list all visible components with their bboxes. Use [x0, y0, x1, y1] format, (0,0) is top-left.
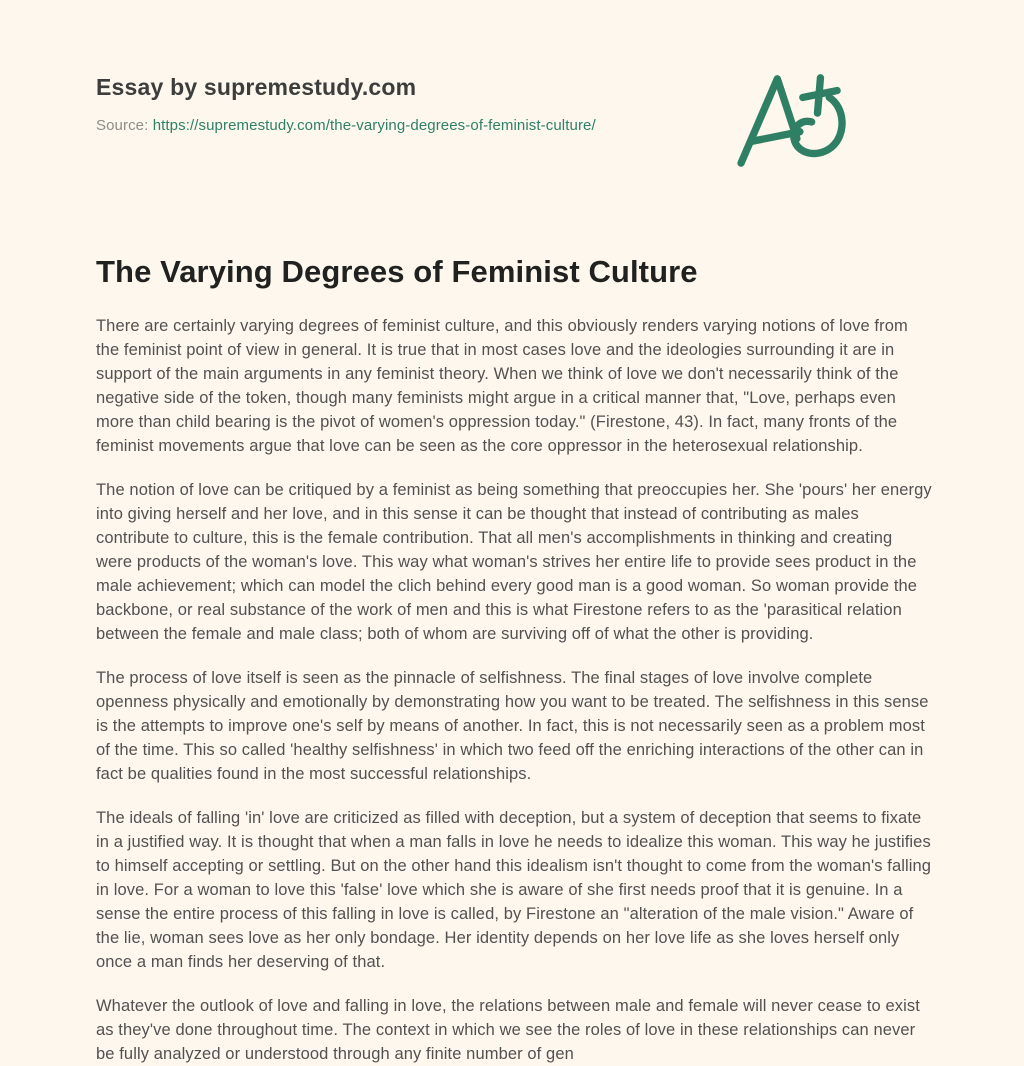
essay-paragraph-5: Whatever the outlook of love and falling in love, the relations between male and female will never cease to exist as they've done throughout time. The context in which we see the roles of love in these relationships can never be fully analyzed or understood through any finite number of gen	[96, 997, 920, 1063]
byline: Essay by supremestudy.com	[96, 74, 417, 100]
page-header	[96, 74, 938, 134]
essay-paragraph-1: There are certainly varying degrees of feminist culture, and this obviously renders varying notions of love from the feminist point of view in general. It is true that in most cases love and the ideologies surrounding it are in support of the main arguments in any feminist theory. When we think of love we don't necessarily think of the negative side of the token, though many feminists might argue in a critical manner that, "Love, perhaps even more than child bearing is the pivot of women's oppression today." (Firestone, 43). In fact, many fronts of the feminist movements argue that love can be seen as the core oppressor in the heterosexual relationship.	[96, 317, 908, 455]
source-label: Source:	[96, 117, 149, 134]
essay-paragraph-3: The process of love itself is seen as the pinnacle of selfishness. The final stages of love involve complete openness physically and emotionally by demonstrating how you want to be treated. The selfishness in this sense is the attempts to improve one's self by means of another. In fact, this is not necessarily seen as a problem most of the time. This so called 'healthy selfishness' in which two feed off the enriching interactions of the other can in fact be qualities found in the most successful relationships.	[96, 669, 929, 783]
essay-paragraph-4: The ideals of falling 'in' love are criticized as filled with deception, but a system of deception that seems to fixate in a justified way. It is thought that when a man falls in love he needs to idealize this woman. This way he justifies to himself accepting or settling. But on the other hand this idealism isn't thought to come from the woman's falling in love. For a woman to love this 'false' love which she is aware of she first needs proof that it is genuine. In a sense the entire process of this falling in love is called, by Firestone an "alteration of the male vision." Aware of the lie, woman sees love as her only bondage. Her identity depends on her love life as she loves herself only once a man finds her deserving of that.	[96, 809, 932, 971]
source-link[interactable]: https://supremestudy.com/the-varying-degrees-of-feminist-culture/	[152, 117, 596, 134]
a-plus-logo-icon	[734, 70, 852, 168]
essay-body	[96, 314, 932, 1066]
essay-paragraph-2: The notion of love can be critiqued by a feminist as being something that preoccupies her. She 'pours' her energy into giving herself and her love, and in this sense it can be thought that instead of contributing as males contribute to culture, this is the female contribution. That all men's accomplishments in thinking and creating were products of the woman's love. This way what woman's strives her entire life to provide sees product in the male achievement; which can model the clich behind every good man is a good woman. So woman provide the backbone, or real substance of the work of men and this is what Firestone refers to as the 'parasitical relation between the female and male class; both of whom are surviving off of what the other is providing.	[96, 481, 932, 643]
essay-title: The Varying Degrees of Feminist Culture	[96, 254, 698, 289]
